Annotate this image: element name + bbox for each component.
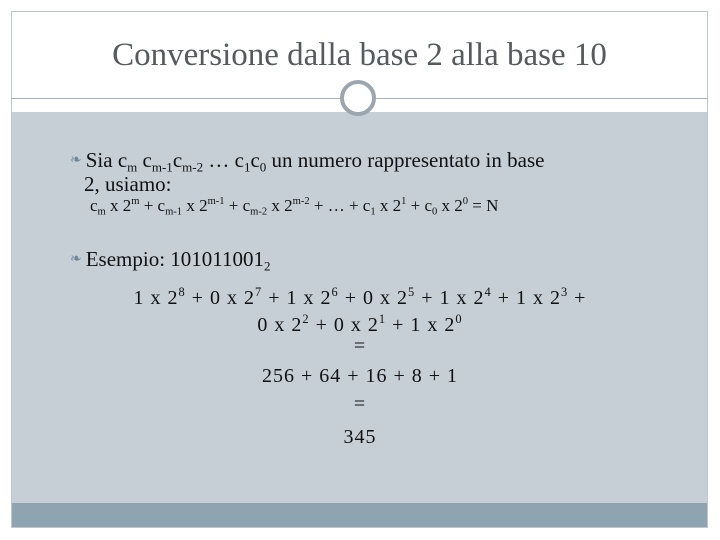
bullet-example: ❧ Esempio: $101011001_2$ — [70, 247, 271, 274]
calc-result: 345 — [343, 426, 377, 448]
slide-title: Conversione dalla base 2 alla base 10 — [112, 37, 607, 73]
calc-line-3: 256 + 64 + 16 + 8 + 1 — [261, 365, 459, 387]
calc-line-1: 1 x $2^8 + 0$ x $2^7 + 1$ x $2^6 + 0$ x $2^5 + 1$ x $2^4 + 1$ x $2^3$ + — [133, 285, 587, 310]
general-formula: $c_m$ x $2^m + c_{m-1}$ x $2^{m-1} + c_{m-2}$ x $2^{m-2}$ + … + $c_1$ x $2^1 + c_0$ x $2^0 = N$ — [90, 196, 499, 218]
calc-equals-2: = — [353, 393, 367, 415]
calc-equals-1: = — [353, 335, 367, 357]
calc-line-2: 0 x $2^2 + 0$ x $2^1 + 1$ x $2^0$ — [257, 312, 463, 337]
leaf-bullet-icon: ❧ — [70, 153, 82, 168]
bullet-definition-line2: 2, usiamo: — [84, 172, 172, 196]
bullet-definition: ❧ Sia $c_m$ $c_{m-1}c_{m-2}$ … $c_1c_0$ un numero rappresentato in base — [70, 148, 545, 175]
footer-bar — [12, 503, 707, 527]
leaf-bullet-icon: ❧ — [70, 252, 82, 267]
circle-ring-icon — [340, 80, 376, 116]
